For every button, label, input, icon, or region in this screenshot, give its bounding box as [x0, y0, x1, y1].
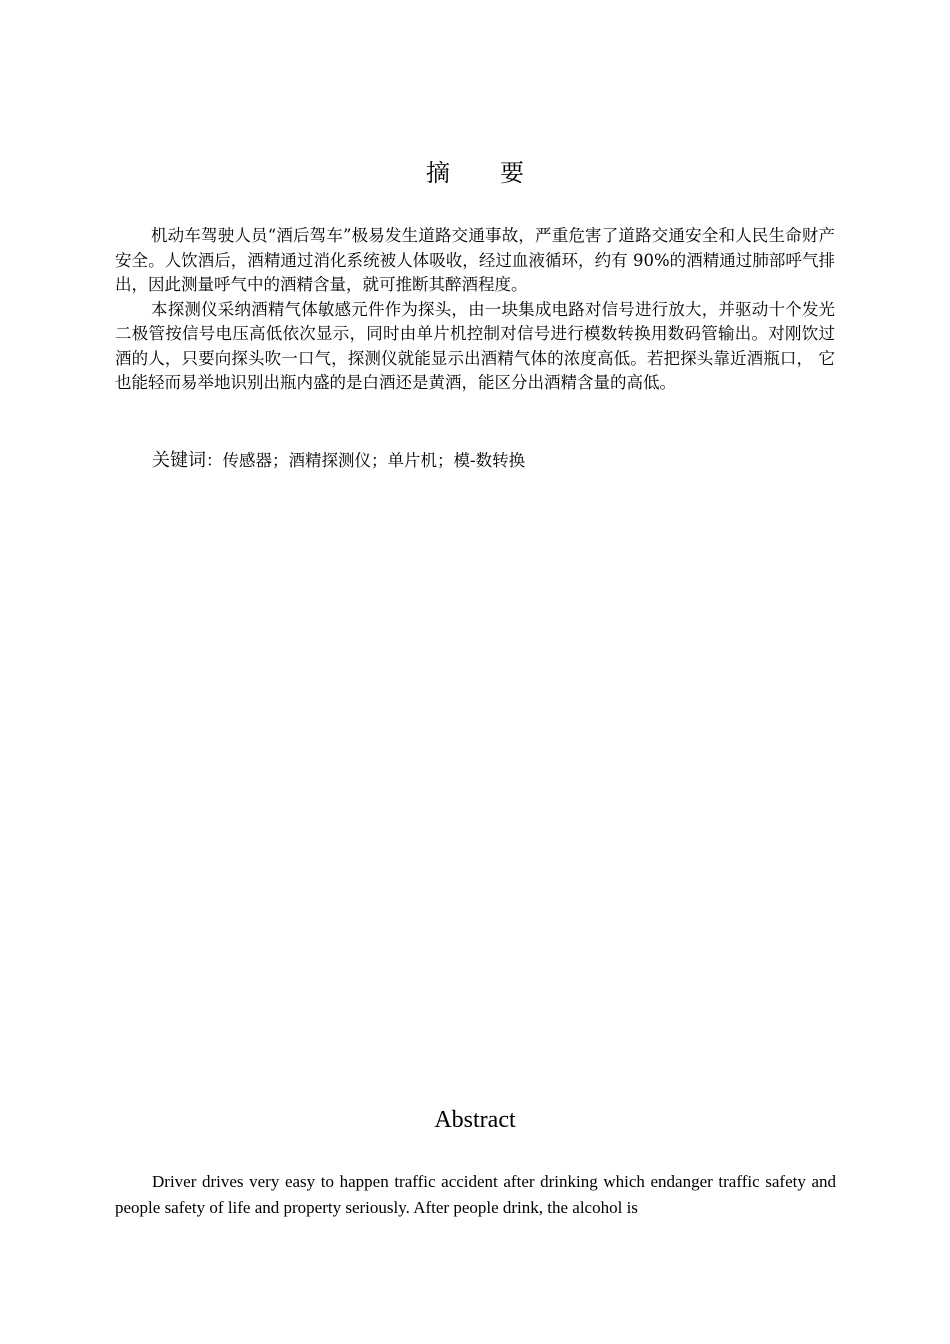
abstract-en-title: Abstract — [434, 1107, 516, 1133]
abstract-en-paragraph-1: Driver drives very easy to happen traffic accident after drinking which endanger traffic safety and people safety of life and property seriously. After people drink, the alcohol is — [115, 1172, 836, 1217]
abstract-en-body — [115, 1169, 836, 1221]
abstract-cn-body — [115, 224, 835, 396]
abstract-cn-title: 摘要 — [426, 159, 574, 187]
abstract-cn-paragraph-1: 机动车驾驶人员“酒后驾车”极易发生道路交通事故，严重危害了道路交通安全和人民生命财产安全。人饮酒后，酒精通过消化系统被人体吸收，经过血液循环，约有 90%的酒精通过肺部呼气排出，因此测量呼气中的酒精含量，就可推断其醉酒程度。 — [115, 226, 835, 294]
keywords-label: 关键词 — [152, 450, 206, 471]
keywords-line — [152, 449, 852, 473]
abstract-cn-paragraph-2: 本探测仪采纳酒精气体敏感元件作为探头，由一块集成电路对信号进行放大，并驱动十个发光二极管按信号电压高低依次显示，同时由单片机控制对信号进行模数转换用数码管输出。对刚饮过酒的人，只要向探头吹一口气，探测仪就能显示出酒精气体的浓度高低。若把探头靠近酒瓶口， 它也能轻而易举地识别出瓶内盛的是白酒还是黄酒，能区分出酒精含量的高低。 — [115, 299, 835, 392]
keywords-text: ：传感器；酒精探测仪；单片机；模-数转换 — [206, 451, 526, 470]
